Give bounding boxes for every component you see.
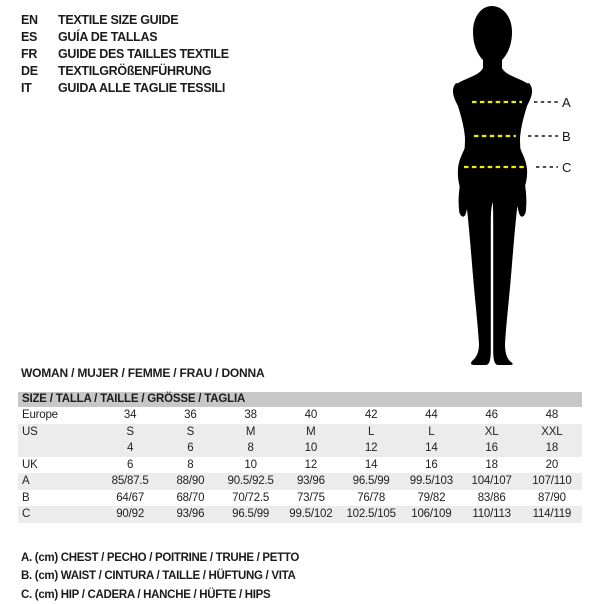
marker-label-c: C (562, 160, 572, 175)
size-cell: 68/70 (176, 491, 205, 504)
marker-label-a: A (562, 95, 571, 110)
language-row (21, 29, 229, 46)
size-cell: S (186, 425, 195, 438)
size-cell: 99.5/103 (409, 475, 453, 488)
language-title: TEXTILGRÖßENFÜHRUNG (58, 63, 212, 78)
size-cell: 90/92 (116, 508, 145, 521)
table-row-waist (18, 490, 582, 507)
size-cell: M (245, 425, 256, 438)
size-cell: 93/96 (176, 508, 205, 521)
size-cell: 83/86 (477, 491, 506, 504)
size-cell: 114/119 (532, 508, 572, 521)
size-cell: 93/96 (296, 475, 325, 488)
size-cell: 73/75 (296, 491, 325, 504)
size-cell: 76/78 (357, 491, 386, 504)
size-cell: 38 (244, 409, 257, 422)
size-cell: 12 (304, 458, 318, 471)
language-row (21, 79, 229, 96)
section-title-woman: WOMAN / MUJER / FEMME / FRAU / DONNA (21, 366, 265, 380)
legend-line-chest: A. (cm) CHEST / PECHO / POITRINE / TRUHE / PETTO (21, 552, 300, 564)
size-cell: 44 (425, 409, 438, 422)
language-code: EN (21, 13, 38, 28)
language-row (21, 12, 229, 29)
language-title: TEXTILE SIZE GUIDE (58, 13, 179, 28)
table-row-hip (18, 506, 582, 523)
size-cell: 88/90 (176, 475, 205, 488)
size-cell: 8 (187, 458, 194, 471)
language-title: GUIDE DES TAILLES TEXTILE (58, 46, 229, 61)
size-cell: 79/82 (417, 491, 446, 504)
size-cell: 16 (425, 458, 438, 471)
size-cell: 102.5/105 (346, 508, 396, 521)
size-cell: 20 (545, 458, 559, 471)
marker-label-b: B (562, 129, 571, 144)
language-row (21, 46, 229, 63)
size-cell: 96.5/99 (232, 508, 270, 521)
language-title: GUÍA DE TALLAS (58, 30, 158, 45)
size-cell: 96.5/99 (352, 475, 390, 488)
row-label: C (22, 508, 31, 521)
table-row-uk (18, 457, 582, 474)
size-cell: 104/107 (471, 475, 512, 488)
size-cell: L (368, 425, 375, 438)
size-cell: 14 (364, 458, 378, 471)
size-table (18, 392, 582, 523)
row-label: A (22, 475, 30, 488)
size-cell: L (428, 425, 435, 438)
size-cell: 8 (247, 442, 254, 455)
size-cell: 64/67 (116, 491, 145, 504)
size-cell: 36 (184, 409, 197, 422)
language-code: FR (21, 46, 38, 61)
table-row-us-letters (18, 424, 582, 441)
table-row-europe (18, 407, 582, 424)
size-cell: 10 (304, 442, 318, 455)
size-cell: 16 (485, 442, 498, 455)
legend-line-waist: B. (cm) WAIST / CINTURA / TAILLE / HÜFTUNG / VITA (21, 570, 296, 583)
size-cell: M (306, 425, 316, 438)
size-cell: S (126, 425, 134, 438)
size-cell: 12 (364, 442, 378, 455)
language-row (21, 62, 229, 79)
language-title: GUIDA ALLE TAGLIE TESSILI (58, 80, 226, 95)
size-cell: 34 (123, 409, 137, 422)
size-cell: 14 (425, 442, 438, 455)
size-cell: 90.5/92.5 (227, 475, 274, 488)
row-label: B (22, 491, 30, 504)
size-cell: 18 (485, 458, 498, 471)
size-cell: 6 (127, 458, 134, 471)
row-label: Europe (22, 409, 58, 422)
language-list (21, 12, 229, 96)
size-cell: 70/72.5 (232, 491, 270, 504)
row-label: US (22, 425, 38, 438)
size-cell: 10 (244, 458, 257, 471)
size-cell: 107/110 (532, 475, 572, 488)
size-cell: 6 (187, 442, 194, 455)
size-cell: 110/113 (472, 508, 511, 521)
language-code: DE (21, 63, 38, 78)
language-code: IT (21, 80, 32, 95)
row-label: UK (22, 458, 38, 471)
language-code: ES (21, 30, 38, 45)
size-cell: 4 (127, 442, 134, 455)
row-label (18, 440, 100, 457)
size-cell: 99.5/102 (289, 508, 333, 521)
size-table-header: SIZE / TALLA / TAILLE / GRÖSSE / TAGLIA (18, 392, 582, 407)
measurement-legend (21, 549, 299, 604)
size-cell: 48 (545, 409, 559, 422)
size-cell: 40 (304, 409, 318, 422)
legend-line-hip: C. (cm) HIP / CADERA / HANCHE / HÜFTE / HIPS (21, 588, 271, 601)
woman-silhouette-figure (400, 0, 600, 380)
size-cell: 18 (545, 442, 559, 455)
size-cell: 85/87.5 (111, 475, 149, 488)
size-cell: 46 (485, 409, 498, 422)
size-cell: 42 (364, 409, 378, 422)
size-table-grid (18, 407, 582, 523)
size-cell: 106/109 (411, 508, 452, 521)
size-cell: XXL (541, 425, 563, 438)
table-row-us-numbers (18, 440, 582, 457)
size-cell: XL (484, 425, 499, 438)
table-row-chest (18, 473, 582, 490)
size-cell: 87/90 (537, 491, 566, 504)
